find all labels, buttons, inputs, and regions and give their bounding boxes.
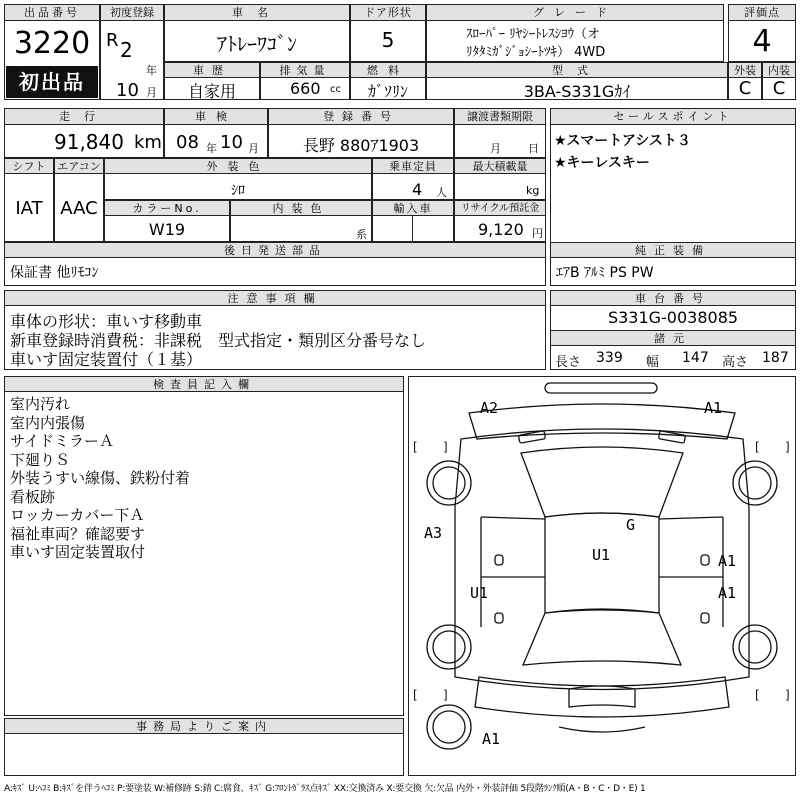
inspection-year: 08 [176,132,199,153]
registration-year: 2 [120,38,133,62]
displacement: 660 [290,79,321,98]
grade-line-1: ｽﾛｰﾊﾟｰ ﾘﾔｼｰﾄﾚｽｼﾖｳ（オ [466,27,601,42]
interior-grade: C [772,78,786,99]
svg-text:]: ] [443,688,448,702]
mileage: 91,840 [54,130,124,154]
lot-number: 3220 [13,26,91,61]
score: 4 [752,24,772,59]
mileage-unit: km [134,132,162,153]
width-label: 幅 [646,355,660,370]
length: 339 [596,350,623,366]
color-no: W19 [148,220,186,239]
transfer-day-unit: 日 [528,142,539,155]
color: ｼﾛ [231,183,245,199]
inspector-line: 福祉車両？確認要す [10,524,146,543]
car-diagram [409,377,795,775]
capacity: 4 [412,180,423,199]
history: 自家用 [187,82,236,101]
svg-text:[: [ [755,440,760,454]
svg-text:[: [ [755,688,760,702]
mark-a3-left: A3 [424,524,443,542]
history-label: 車歴 [164,62,260,78]
inspector-lines [10,395,400,562]
shift: IAT [15,198,43,219]
factory-value: ｴｱB ｱﾙﾐ PS PW [556,265,654,281]
model: 3BA-S331Gｶｲ [523,82,631,101]
inspector-line: 外装うすい線傷、鉄粉付着 [10,469,191,487]
sales-point-1: ★スマートアシスト３ [554,133,691,149]
mark-a1-rear-left: A1 [482,730,501,748]
car-name-label: 車名 [164,4,350,21]
inspector-line: 車いす固定装置取付 [10,543,146,561]
color-no-label: カラーNo. [104,200,230,216]
recycle: 9,120 [478,220,524,239]
grade-label: グレード [426,4,724,21]
registration-month: 10 [116,80,139,101]
inspection-month-unit: 月 [248,142,259,155]
transfer-label: 譲渡書類期限 [454,108,546,125]
notes-line-2: 新車登録時消費税：非課税 型式指定・類別区分番号なし [10,331,427,350]
exterior-grade: C [738,78,752,99]
mark-u1-left-rear-door: U1 [470,584,489,602]
first-registration-label: 初度登録 [100,4,164,21]
fuel: ｶﾞｿﾘﾝ [367,82,408,101]
max-load-unit: kg [526,184,540,197]
int-color-label: 内装色 [230,200,372,216]
notes-label: 注意事項欄 [4,290,546,306]
svg-text:]: ] [443,440,448,454]
inspector-line: ロッカーカバー下Ａ [10,506,145,524]
width: 147 [682,350,709,366]
model-label: 型式 [426,62,728,78]
damage-legend: A:ｷｽﾞ U:ﾍｺﾐ B:ｷｽﾞを伴うﾍｺﾐ P:要塗装 W:補修跡 S:錆 C:腐食、ｷｽﾞ G:ﾌﾛﾝﾄｶﾞﾗｽ点ｷｽﾞ XX:交換済み X:要交換 欠:欠品 内外・外装評価 5段階ﾗﾝｸ順(A・B・C・D・E) 1 [4,784,646,794]
month-unit: 月 [146,86,157,99]
inspector-line: 室内汚れ [10,395,71,413]
plate: 長野 880ｱ1903 [302,136,420,155]
displacement-unit: cc [330,84,341,95]
mileage-label: 走行 [4,108,164,125]
capacity-label: 乗車定員 [372,158,454,174]
int-color-unit: 系 [356,228,367,241]
shift-label: シフト [4,158,54,174]
inspector-line: 下廻りＳ [10,450,71,469]
parts-label: 後日発送部品 [4,242,546,258]
door-label: ドア形状 [350,4,426,21]
transfer-month-unit: 月 [490,142,501,155]
import-label: 輸入車 [372,200,454,216]
first-listing-badge: 初出品 [6,66,98,98]
recycle-unit: 円 [532,227,543,240]
svg-text:[: [ [413,440,418,454]
inspection-label: 車検 [164,108,268,125]
height-label: 高さ [722,355,749,370]
grade-line-2: ﾘﾀﾀﾐｶﾞｼﾞｮｼｰﾄﾂｷ） 4WD [466,45,606,60]
capacity-unit: 人 [436,186,447,199]
exterior-label: 外装 [728,62,762,78]
inspector-line: 室内内張傷 [10,413,86,432]
inspector-line: サイドミラーＡ [10,432,114,450]
svg-text:[: [ [413,688,418,702]
mark-u1-roof: U1 [592,546,611,564]
era: R [106,30,119,51]
chassis-number: S331G-0038085 [607,308,739,327]
sales-points-label: セールスポイント [550,108,796,125]
sales-point-2: ★キーレスキー [554,155,650,171]
inspection-month: 10 [220,132,243,153]
max-load-label: 最大積載量 [454,158,546,174]
fuel-label: 燃料 [350,62,426,78]
score-label: 評価点 [728,4,796,21]
plate-label: 登録番号 [268,108,454,125]
notes-line-1: 車体の形状：車いす移動車 [10,312,203,331]
length-label: 長さ [555,355,582,370]
factory-label: 純正装備 [550,242,796,258]
recycle-label: リサイクル預託金 [454,200,546,216]
notes-line-3: 車いす固定装置付（１基） [10,350,203,369]
import-divider [412,216,413,242]
ac-label: エアコン [54,158,104,174]
height: 187 [762,350,789,366]
door-value: 5 [381,28,395,52]
year-unit: 年 [146,64,157,77]
parts-value: 保証書 他ﾘﾓｺﾝ [10,265,99,281]
mark-a1-right-rear-door: A1 [718,584,737,602]
svg-text:]: ] [785,688,790,702]
mark-a1-front-right: A1 [704,399,723,417]
inspector-line: 看板跡 [10,487,56,506]
mark-a1-right-front-door: A1 [718,552,737,570]
inspection-year-unit: 年 [206,142,217,155]
interior-label: 内装 [762,62,796,78]
inspector-label: 検査員記入欄 [4,376,404,392]
mark-g-windshield: G [626,516,636,534]
mark-a2-front-left: A2 [480,399,499,417]
ac: AAC [60,198,98,219]
spec-label: 諸元 [550,330,796,346]
displacement-label: 排気量 [260,62,350,78]
color-label: 外装色 [104,158,372,174]
chassis-label: 車台番号 [550,290,796,306]
car-name: ｱﾄﾚｰﾜｺﾞﾝ [217,32,297,56]
office-label: 事務局よりご案内 [4,718,404,734]
lot-number-label: 出品番号 [4,4,100,21]
svg-text:]: ] [785,440,790,454]
